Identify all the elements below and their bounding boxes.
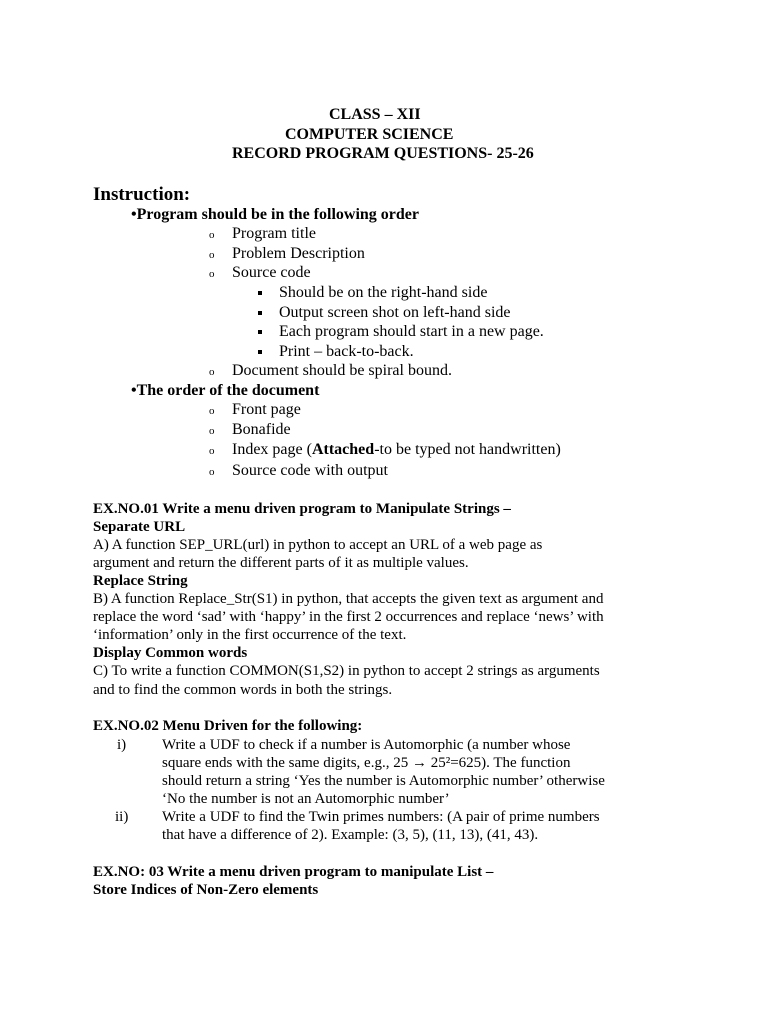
bullet-o: o [209,405,215,417]
index-attached: Attached [311,441,375,458]
ex2-item-number: ii) [115,809,129,825]
list-item: Program title [232,225,316,242]
list-item: Problem Description [232,245,365,262]
bullet-square [258,330,262,334]
ex1-sub-a-line: A) A function SEP_URL(url) in python to accept an URL of a web page as [93,537,543,553]
header-record-title: RECORD PROGRAM QUESTIONS- 25-26 [232,145,534,162]
bullet-dot: • [131,206,137,223]
ex2-item-number: i) [117,737,127,753]
bullet-o: o [209,229,215,241]
ex1-sub-a-title: Separate URL [93,519,186,535]
bullet-o: o [209,425,215,437]
list-item-index-page [232,442,561,458]
bullet-dot: • [131,382,137,399]
group1-title-text: Program should be in the following order [136,206,419,223]
header-class: CLASS – XII [329,106,421,123]
list-item: Source code [232,264,311,281]
bullet-o: o [209,466,215,478]
ex2-item-line: ‘No the number is not an Automorphic number’ [162,791,450,807]
ex2-item-line: should return a string ‘Yes the number is Automorphic number’ otherwise [162,773,605,789]
bullet-o: o [209,366,215,378]
bullet-square [258,291,262,295]
bullet-o: o [209,445,215,457]
ex2-item-line: Write a UDF to find the Twin primes numbers: (A pair of prime numbers [162,809,600,825]
bullet-square [258,311,262,315]
ex1-sub-a-line: argument and return the different parts of it as multiple values. [93,555,469,571]
bullet-square [258,350,262,354]
ex1-sub-c-title: Display Common words [93,645,248,661]
list-item: Front page [232,401,301,418]
list-subitem: Each program should start in a new page. [279,323,544,340]
list-item: Source code with output [232,462,388,479]
ex3-title: EX.NO: 03 Write a menu driven program to manipulate List – [93,864,494,880]
index-prefix: Index page ( [232,441,312,458]
bullet-o: o [209,249,215,261]
ex1-sub-b-title: Replace String [93,573,188,589]
header-subject: COMPUTER SCIENCE [285,126,454,143]
instruction-group1-title [131,207,419,223]
list-item: Document should be spiral bound. [232,362,452,379]
ex1-sub-b-line: B) A function Replace_Str(S1) in python, that accepts the given text as argument and [93,591,604,607]
instruction-group2-title [131,383,319,399]
list-item: Bonafide [232,421,291,438]
group2-title-text: The order of the document [136,382,320,399]
ex1-sub-c-line: and to find the common words in both the strings. [93,682,393,698]
ex1-title: EX.NO.01 Write a menu driven program to Manipulate Strings – [93,501,511,517]
ex1-sub-c-line: C) To write a function COMMON(S1,S2) in python to accept 2 strings as arguments [93,663,600,679]
ex2-item-line: that have a difference of 2). Example: (3, 5), (11, 13), (41, 43). [162,827,539,843]
list-subitem: Output screen shot on left-hand side [279,304,511,321]
ex2-item-line: square ends with the same digits, e.g., 25 → 25²=625). The function [162,755,571,771]
ex2-item-line: Write a UDF to check if a number is Automorphic (a number whose [162,737,571,753]
ex2-title: EX.NO.02 Menu Driven for the following: [93,718,363,734]
list-subitem: Print – back-to-back. [279,343,414,360]
index-suffix: -to be typed not handwritten) [374,441,561,458]
ex3-subtitle: Store Indices of Non-Zero elements [93,882,319,898]
ex1-sub-b-line: replace the word ‘sad’ with ‘happy’ in the first 2 occurrences and replace ‘news’ with [93,609,604,625]
list-subitem: Should be on the right-hand side [279,284,488,301]
ex1-sub-b-line: ‘information’ only in the first occurrence of the text. [93,627,407,643]
instruction-heading: Instruction: [93,184,191,205]
bullet-o: o [209,268,215,280]
